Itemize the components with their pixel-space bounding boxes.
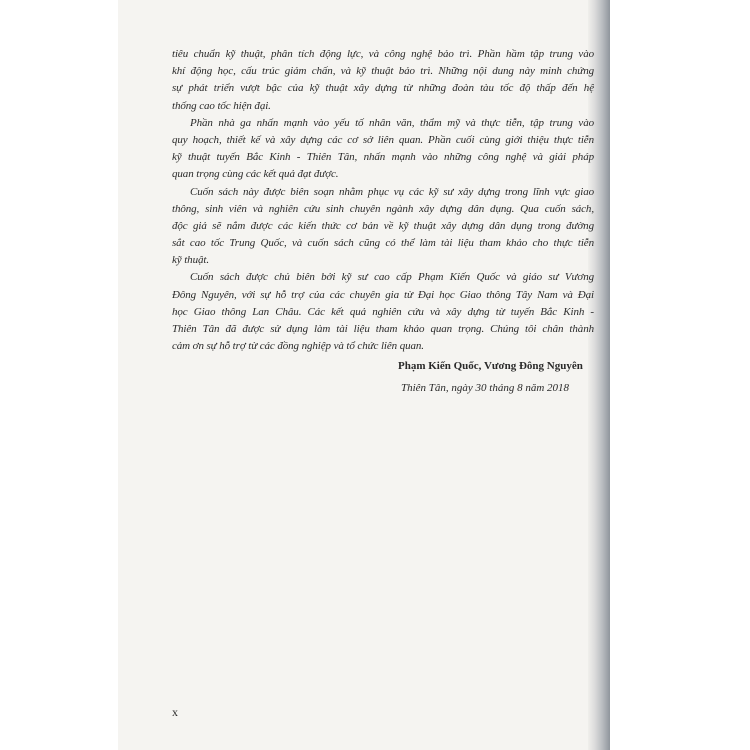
paragraph: [172, 269, 594, 355]
text-line: sắt cao tốc Trung Quốc, và cuốn sách cũng có thể làm tài liệu tham khảo cho thực tiễn: [172, 237, 594, 250]
text-line: sự phát triển vượt bậc của kỹ thuật xây dựng từ những đoàn tàu tốc độ thấp đến hệ: [172, 82, 594, 95]
text-line: khí động học, cấu trúc giảm chấn, và kỹ thuật bảo trì. Những nội dung này minh chứng: [172, 65, 594, 78]
text-line: tiêu chuẩn kỹ thuật, phân tích động lực, và công nghệ bảo trì. Phần hầm tập trung vào: [172, 48, 594, 60]
text-line: Cuốn sách này được biên soạn nhằm phục vụ các kỹ sư xây dựng trong lĩnh vực giao: [190, 185, 594, 198]
text-line: học Giao thông Lan Châu. Các kết quả nghiên cứu và xây dựng từ tuyến Bắc Kinh -: [172, 305, 594, 318]
text-line: thống cao tốc hiện đại.: [172, 99, 271, 112]
text-line: thông, sinh viên và nghiên cứu sinh chuyên ngành xây dựng dân dụng. Qua cuốn sách,: [172, 202, 594, 215]
text-line: Phần nhà ga nhấn mạnh vào yếu tố nhân văn, thẩm mỹ và thực tiễn, tập trung vào: [190, 116, 594, 129]
text-line: kỹ thuật.: [172, 254, 209, 267]
text-line: quy hoạch, thiết kế và xây dựng các cơ sở liên quan. Phần cuối cùng giới thiệu thực tiễn: [172, 133, 594, 146]
text-line: Cuốn sách được chủ biên bởi kỹ sư cao cấp Phạm Kiến Quốc và giáo sư Vương: [190, 271, 594, 284]
paragraph: [172, 184, 594, 270]
paragraph: [172, 115, 594, 184]
text-line: cảm ơn sự hỗ trợ từ các đồng nghiệp và tổ chức liên quan.: [172, 340, 424, 353]
signature-place-date: Thiên Tân, ngày 30 tháng 8 năm 2018: [401, 382, 570, 394]
text-line: Đông Nguyên, với sự hỗ trợ của các chuyên gia từ Đại học Giao thông Tây Nam và Đại: [172, 288, 594, 301]
text-line: quan trọng cùng các kết quả đạt được.: [172, 168, 339, 181]
paragraph: [172, 46, 594, 115]
text-line: độc giả sẽ nắm được các kiến thức cơ bản về kỹ thuật xây dựng dân dụng trong đường: [172, 219, 594, 232]
body-text: [172, 46, 594, 355]
text-line: kỹ thuật tuyến Bắc Kinh - Thiên Tân, nhấn mạnh vào những công nghệ và giải pháp: [172, 151, 594, 164]
text-line: Thiên Tân đã được sử dụng làm tài liệu tham khảo quan trọng. Chúng tôi chân thành: [172, 323, 594, 336]
page-number: x: [172, 705, 178, 719]
signature-authors: Phạm Kiến Quốc, Vương Đông Nguyên: [398, 360, 583, 372]
